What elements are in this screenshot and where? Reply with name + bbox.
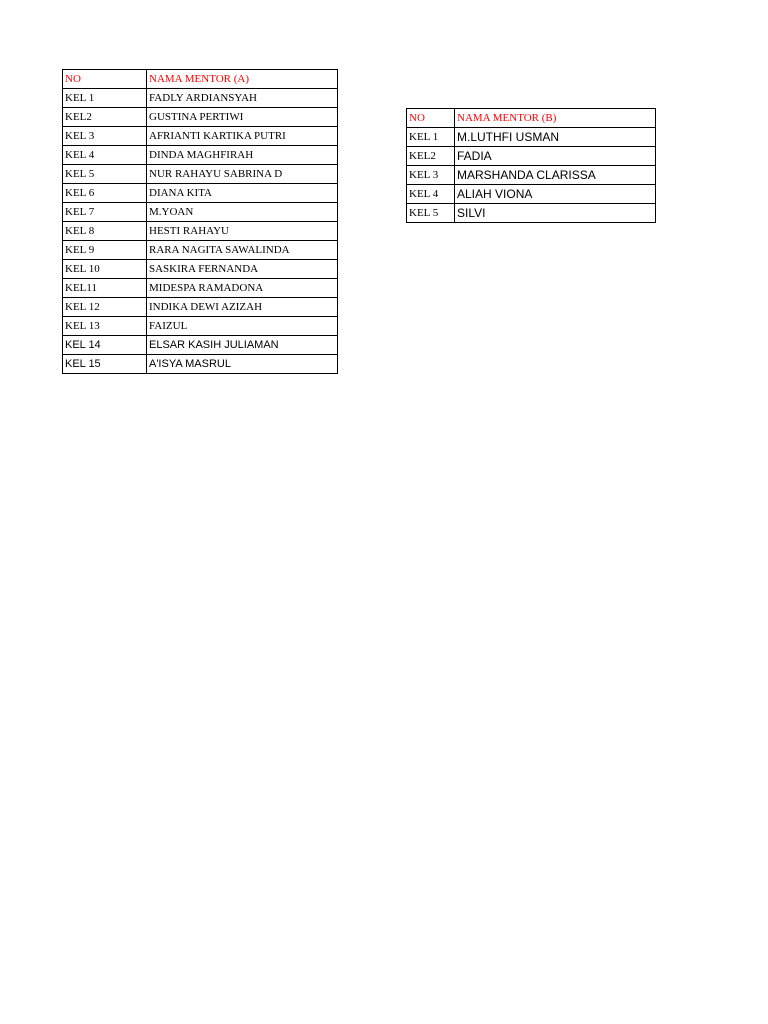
group-number-cell: KEL 13 [63,317,147,336]
mentor-name-cell: M.LUTHFI USMAN [455,128,656,147]
group-number-cell: KEL 6 [63,184,147,203]
mentor-table-b [406,108,656,223]
table-row [63,298,338,317]
group-number-cell: KEL 3 [407,166,455,185]
table-row [63,89,338,108]
header-name-cell: NAMA MENTOR (B) [455,109,656,128]
mentor-name-cell: ALIAH VIONA [455,185,656,204]
mentor-name-cell: FAIZUL [147,317,338,336]
table-row [63,317,338,336]
table-row [63,241,338,260]
table-row [63,203,338,222]
mentor-name-cell: DIANA KITA [147,184,338,203]
group-number-cell: KEL 5 [63,165,147,184]
group-number-cell: KEL 14 [63,336,147,355]
table-header-row [63,70,338,89]
table-row [63,355,338,374]
group-number-cell: KEL 1 [63,89,147,108]
mentor-name-cell: NUR RAHAYU SABRINA D [147,165,338,184]
table-row [63,336,338,355]
table-row [63,146,338,165]
table-row [407,204,656,223]
mentor-name-cell: ELSAR KASIH JULIAMAN [147,336,338,355]
group-number-cell: KEL 4 [407,185,455,204]
table-row [407,147,656,166]
header-name-cell: NAMA MENTOR (A) [147,70,338,89]
mentor-name-cell: MARSHANDA CLARISSA [455,166,656,185]
group-number-cell: KEL 9 [63,241,147,260]
table-row [63,165,338,184]
table-row [63,184,338,203]
mentor-name-cell: INDIKA DEWI AZIZAH [147,298,338,317]
group-number-cell: KEL 3 [63,127,147,146]
mentor-name-cell: GUSTINA PERTIWI [147,108,338,127]
mentor-name-cell: SILVI [455,204,656,223]
table-row [63,222,338,241]
mentor-name-cell: SASKIRA FERNANDA [147,260,338,279]
table-header-row [407,109,656,128]
group-number-cell: KEL 4 [63,146,147,165]
mentor-name-cell: DINDA MAGHFIRAH [147,146,338,165]
group-number-cell: KEL 7 [63,203,147,222]
mentor-name-cell: FADIA [455,147,656,166]
mentor-name-cell: MIDESPA RAMADONA [147,279,338,298]
table-row [63,127,338,146]
mentor-name-cell: RARA NAGITA SAWALINDA [147,241,338,260]
mentor-name-cell: HESTI RAHAYU [147,222,338,241]
mentor-table-a [62,69,338,374]
group-number-cell: KEL 12 [63,298,147,317]
group-number-cell: KEL2 [63,108,147,127]
table-row [63,108,338,127]
header-no-cell: NO [407,109,455,128]
table-row [63,279,338,298]
group-number-cell: KEL11 [63,279,147,298]
group-number-cell: KEL 15 [63,355,147,374]
mentor-name-cell: A'ISYA MASRUL [147,355,338,374]
header-no-cell: NO [63,70,147,89]
table-row [63,260,338,279]
group-number-cell: KEL 10 [63,260,147,279]
table-row [407,166,656,185]
table-row [407,128,656,147]
group-number-cell: KEL 8 [63,222,147,241]
table-row [407,185,656,204]
mentor-name-cell: M.YOAN [147,203,338,222]
group-number-cell: KEL2 [407,147,455,166]
group-number-cell: KEL 1 [407,128,455,147]
group-number-cell: KEL 5 [407,204,455,223]
mentor-name-cell: AFRIANTI KARTIKA PUTRI [147,127,338,146]
mentor-name-cell: FADLY ARDIANSYAH [147,89,338,108]
